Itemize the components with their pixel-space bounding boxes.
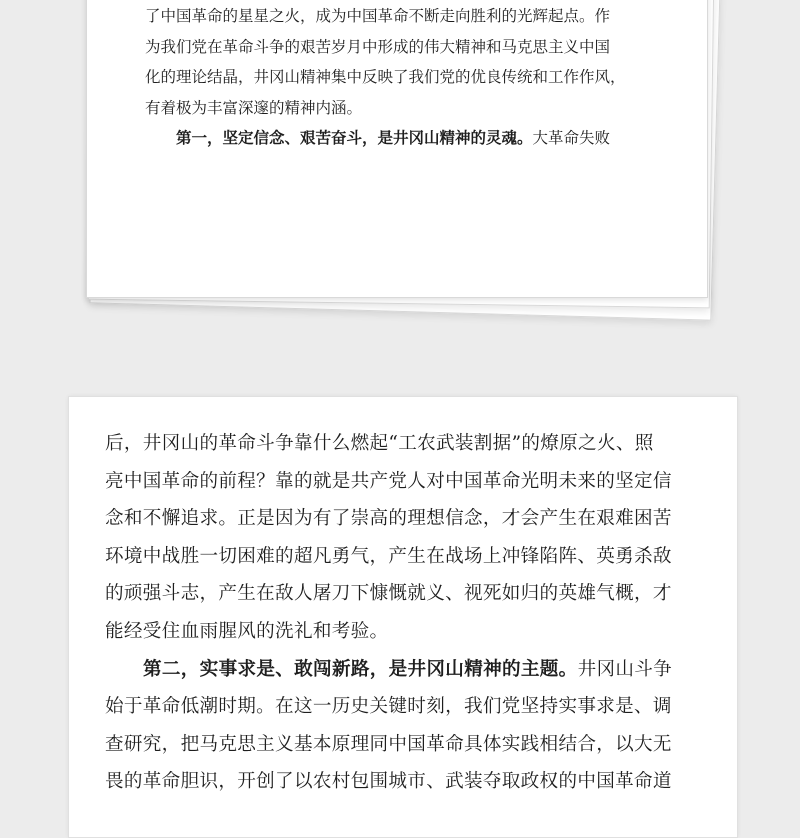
text-line: 了中国革命的星星之火，成为中国革命不断走向胜利的光辉起点。作 bbox=[145, 7, 611, 25]
point-one-heading: 第一，坚定信念、艰苦奋斗，是井冈山精神的灵魂。 bbox=[176, 128, 533, 147]
text-line: 的顽强斗志，产生在敌人屠刀下慷慨就义、视死如归的英雄气概，才 bbox=[105, 583, 672, 605]
point-one-line bbox=[145, 123, 645, 154]
text-line: 念和不懈追求。正是因为有了崇高的理想信念，才会产生在艰难困苦 bbox=[105, 508, 672, 530]
top-card-text bbox=[145, 1, 645, 154]
point-two-line bbox=[105, 651, 701, 689]
text-line: 查研究，把马克思主义基本原理同中国革命具体实践相结合，以大无 bbox=[105, 733, 672, 755]
text-line: 环境中战胜一切困难的超凡勇气，产生在战场上冲锋陷阵、英勇杀敌 bbox=[105, 545, 672, 567]
point-two-tail: 井冈山斗争 bbox=[577, 658, 673, 680]
top-document-card bbox=[86, 0, 708, 298]
bottom-card-text bbox=[105, 425, 701, 801]
point-two-heading: 第二，实事求是、敢闯新路，是井冈山精神的主题。 bbox=[143, 658, 578, 680]
text-line: 有着极为丰富深邃的精神内涵。 bbox=[145, 98, 363, 117]
text-line: 为我们党在革命斗争的艰苦岁月中形成的伟大精神和马克思主义中国 bbox=[145, 37, 611, 56]
text-line: 畏的革命胆识，开创了以农村包围城市、武装夺取政权的中国革命道 bbox=[105, 771, 672, 793]
bottom-document-card bbox=[68, 396, 738, 838]
point-one-tail: 大革命失败 bbox=[532, 129, 611, 147]
text-line: 能经受住血雨腥风的洗礼和考验。 bbox=[105, 620, 389, 642]
text-line: 化的理论结晶，井冈山精神集中反映了我们党的优良传统和工作作风， bbox=[145, 68, 626, 86]
text-line: 始于革命低潮时期。在这一历史关键时刻，我们党坚持实事求是、调 bbox=[105, 696, 672, 718]
text-line: 亮中国革命的前程？靠的就是共产党人对中国革命光明未来的坚定信 bbox=[105, 470, 672, 492]
text-line: 后，井冈山的革命斗争靠什么燃起“工农武装割据”的燎原之火、照 bbox=[105, 433, 654, 454]
